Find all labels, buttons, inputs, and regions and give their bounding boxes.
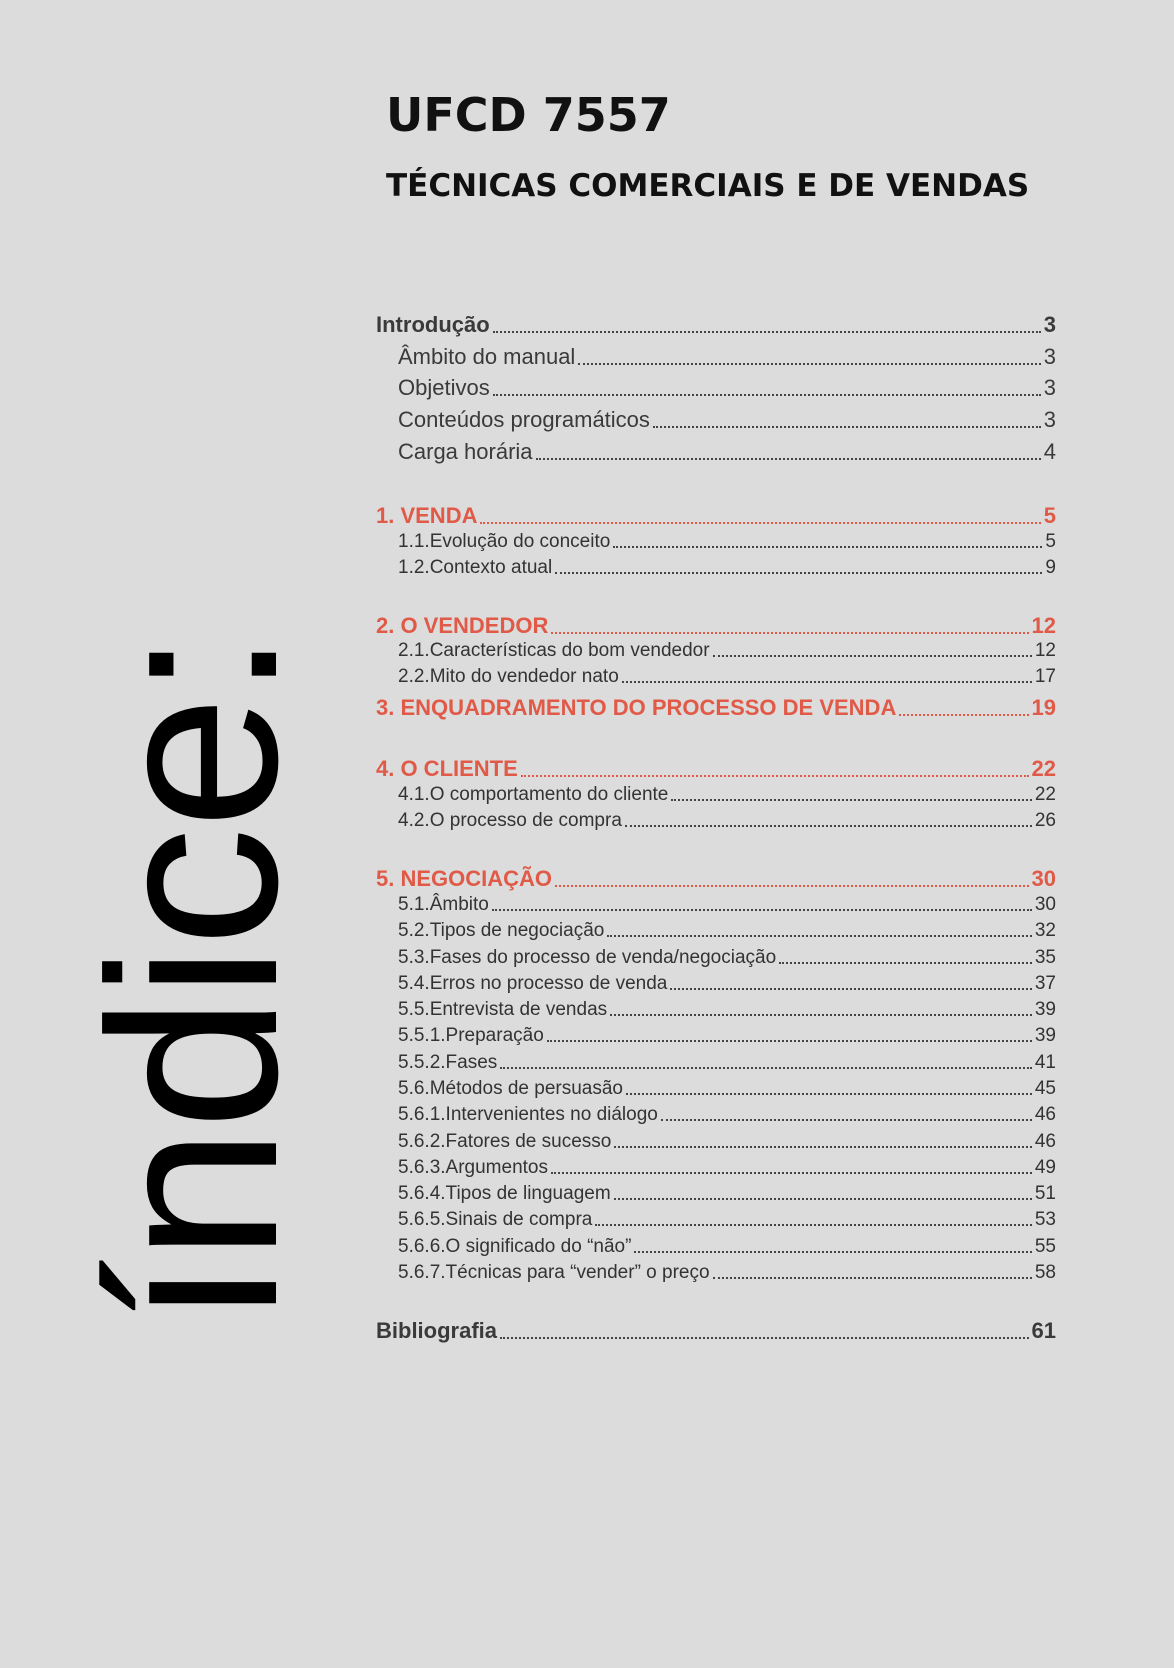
document-title: TÉCNICAS COMERCIAIS E DE VENDAS [386, 168, 1030, 204]
toc-page-number: 3 [1043, 407, 1056, 432]
toc-entry-label: Bibliografia [376, 1318, 498, 1343]
toc-dot-leader [622, 681, 1032, 683]
toc-dot-leader [653, 426, 1041, 428]
toc-entry-label: 5.6.6.O significado do “não” [398, 1236, 632, 1257]
toc-entry[interactable] [376, 666, 1056, 688]
toc-page-number: 46 [1034, 1104, 1056, 1125]
toc-page-number: 3 [1043, 312, 1056, 337]
toc-entry[interactable] [376, 1262, 1056, 1284]
toc-entry[interactable] [376, 407, 1056, 433]
toc-entry-label: 4.1.O comportamento do cliente [398, 784, 669, 805]
toc-page-number: 39 [1034, 1025, 1056, 1046]
toc-entry-label: 1. VENDA [376, 503, 478, 528]
toc-entry-label: 5.5.1.Preparação [398, 1025, 544, 1046]
toc-page-number: 51 [1034, 1183, 1056, 1204]
toc-entry-label: 5.5.2.Fases [398, 1052, 498, 1073]
toc-dot-leader [671, 799, 1031, 801]
toc-page-number: 39 [1034, 999, 1056, 1020]
toc-dot-leader [670, 988, 1032, 990]
toc-page-number: 30 [1031, 866, 1056, 891]
toc-entry-label: Introdução [376, 312, 490, 337]
toc-entry-label: 1.1.Evolução do conceito [398, 531, 611, 552]
toc-entry[interactable] [376, 1183, 1056, 1205]
toc-entry-label: Objetivos [398, 375, 490, 400]
toc-entry[interactable] [376, 866, 1056, 892]
toc-entry-label: 3. ENQUADRAMENTO DO PROCESSO DE VENDA [376, 695, 897, 720]
toc-dot-leader [661, 1119, 1032, 1121]
toc-entry-label: 2. O VENDEDOR [376, 613, 549, 638]
toc-page-number: 49 [1034, 1157, 1056, 1178]
toc-entry[interactable] [376, 810, 1056, 832]
toc-entry-label: Carga horária [398, 439, 533, 464]
toc-entry-label: 5.5.Entrevista de vendas [398, 999, 608, 1020]
toc-dot-leader [551, 1172, 1032, 1174]
toc-entry-label: 5.6.5.Sinais de compra [398, 1209, 593, 1230]
toc-entry[interactable] [376, 1025, 1056, 1047]
toc-dot-leader [595, 1224, 1032, 1226]
toc-dot-leader [555, 885, 1028, 887]
toc-dot-leader [578, 363, 1040, 365]
toc-entry[interactable] [376, 973, 1056, 995]
toc-dot-leader [779, 962, 1032, 964]
toc-entry[interactable] [376, 640, 1056, 662]
toc-dot-leader [500, 1337, 1029, 1339]
toc-entry[interactable] [376, 503, 1056, 529]
toc-entry[interactable] [376, 439, 1056, 465]
toc-dot-leader [555, 572, 1042, 574]
toc-entry-label: 5.6.1.Intervenientes no diálogo [398, 1104, 658, 1125]
toc-dot-leader [625, 825, 1032, 827]
toc-entry-label: 2.2.Mito do vendedor nato [398, 666, 619, 687]
toc-dot-leader [610, 1014, 1032, 1016]
toc-page-number: 26 [1034, 810, 1056, 831]
toc-entry[interactable] [376, 557, 1056, 579]
toc-dot-leader [493, 331, 1041, 333]
toc-page-number: 30 [1034, 894, 1056, 915]
toc-entry-label: Âmbito do manual [398, 344, 576, 369]
toc-entry[interactable] [376, 756, 1056, 782]
side-title: índice: [59, 632, 327, 1326]
toc-entry[interactable] [376, 312, 1056, 338]
toc-entry-label: 5. NEGOCIAÇÃO [376, 866, 553, 891]
toc-entry[interactable] [376, 375, 1056, 401]
toc-page-number: 19 [1031, 695, 1056, 720]
toc-entry[interactable] [376, 920, 1056, 942]
toc-dot-leader [613, 546, 1042, 548]
toc-page-number: 9 [1045, 557, 1056, 578]
toc-dot-leader [899, 714, 1028, 716]
toc-entry[interactable] [376, 1236, 1056, 1258]
toc-entry[interactable] [376, 344, 1056, 370]
toc-page-number: 45 [1034, 1078, 1056, 1099]
toc-page-number: 22 [1031, 756, 1056, 781]
toc-page-number: 61 [1031, 1318, 1056, 1343]
toc-entry[interactable] [376, 947, 1056, 969]
toc-dot-leader [493, 394, 1041, 396]
toc-entry[interactable] [376, 1157, 1056, 1179]
toc-dot-leader [521, 775, 1029, 777]
toc-entry[interactable] [376, 695, 1056, 721]
toc-entry[interactable] [376, 1052, 1056, 1074]
toc-entry-label: 5.3.Fases do processo de venda/negociação [398, 947, 777, 968]
toc-page-number: 46 [1034, 1131, 1056, 1152]
toc-dot-leader [713, 655, 1032, 657]
toc-entry[interactable] [376, 1131, 1056, 1153]
toc-entry[interactable] [376, 1104, 1056, 1126]
toc-dot-leader [500, 1067, 1032, 1069]
toc-entry-label: 4. O CLIENTE [376, 756, 518, 781]
toc-entry-label: 5.6.4.Tipos de linguagem [398, 1183, 611, 1204]
toc-dot-leader [480, 522, 1040, 524]
toc-page-number: 3 [1043, 344, 1056, 369]
toc-page-number: 17 [1034, 666, 1056, 687]
toc-entry-label: 4.2.O processo de compra [398, 810, 622, 831]
toc-page-number: 41 [1034, 1052, 1056, 1073]
toc-entry-label: 5.6.7.Técnicas para “vender” o preço [398, 1262, 710, 1283]
toc-page-number: 35 [1034, 947, 1056, 968]
toc-dot-leader [713, 1277, 1032, 1279]
toc-dot-leader [614, 1198, 1032, 1200]
toc-entry-label: 1.2.Contexto atual [398, 557, 553, 578]
toc-dot-leader [614, 1146, 1032, 1148]
toc-page-number: 3 [1043, 375, 1056, 400]
toc-dot-leader [551, 632, 1028, 634]
toc-entry[interactable] [376, 894, 1056, 916]
toc-page-number: 4 [1043, 439, 1056, 464]
toc-page-number: 12 [1034, 640, 1056, 661]
toc-entry[interactable] [376, 1318, 1056, 1344]
toc-entry[interactable] [376, 1209, 1056, 1231]
document-code: UFCD 7557 [386, 88, 671, 142]
toc-entry-label: 5.4.Erros no processo de venda [398, 973, 668, 994]
toc-page-number: 55 [1034, 1236, 1056, 1257]
toc-dot-leader [626, 1093, 1032, 1095]
toc-entry[interactable] [376, 531, 1056, 553]
toc-entry-label: 2.1.Características do bom vendedor [398, 640, 710, 661]
toc-dot-leader [492, 909, 1032, 911]
toc-page-number: 32 [1034, 920, 1056, 941]
toc-page-number: 12 [1031, 613, 1056, 638]
toc-page-number: 22 [1034, 784, 1056, 805]
toc-entry-label: 5.2.Tipos de negociação [398, 920, 605, 941]
toc-dot-leader [547, 1040, 1032, 1042]
toc-dot-leader [634, 1251, 1031, 1253]
toc-entry[interactable] [376, 999, 1056, 1021]
toc-entry-label: 5.6.2.Fatores de sucesso [398, 1131, 612, 1152]
toc-entry[interactable] [376, 613, 1056, 639]
toc-page-number: 5 [1043, 503, 1056, 528]
toc-page-number: 37 [1034, 973, 1056, 994]
toc-entry-label: 5.6.Métodos de persuasão [398, 1078, 623, 1099]
toc-page-number: 58 [1034, 1262, 1056, 1283]
toc-entry[interactable] [376, 784, 1056, 806]
toc-page-number: 53 [1034, 1209, 1056, 1230]
toc-entry-label: 5.6.3.Argumentos [398, 1157, 548, 1178]
toc-entry-label: 5.1.Âmbito [398, 894, 489, 915]
toc-dot-leader [536, 458, 1041, 460]
toc-entry-label: Conteúdos programáticos [398, 407, 650, 432]
toc-page-number: 5 [1045, 531, 1056, 552]
toc-entry[interactable] [376, 1078, 1056, 1100]
toc-dot-leader [607, 935, 1032, 937]
